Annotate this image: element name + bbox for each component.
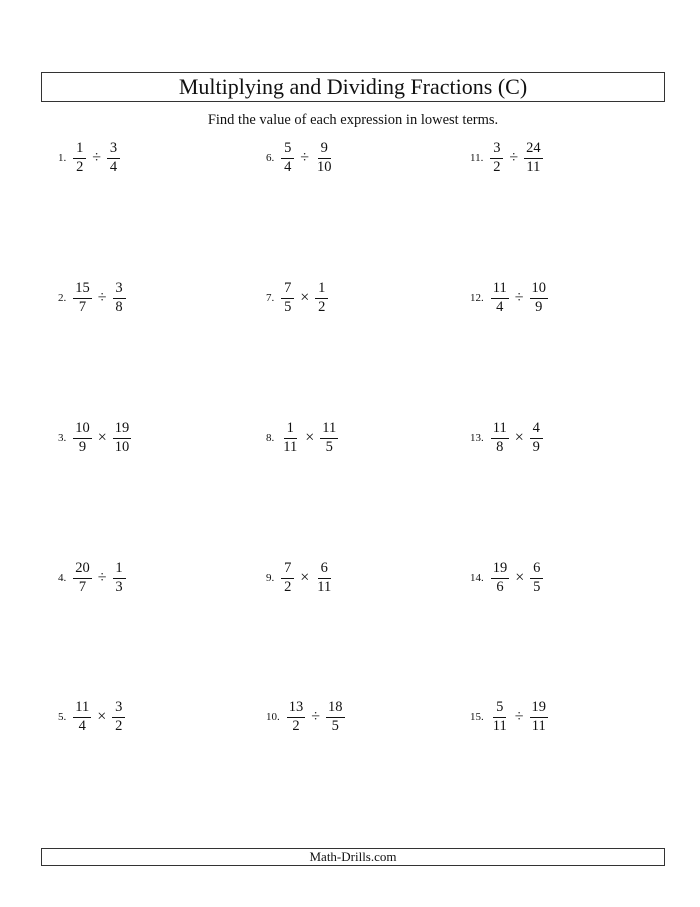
worksheet-title: Multiplying and Dividing Fractions (C) bbox=[178, 74, 528, 99]
numerator: 18 bbox=[326, 700, 345, 717]
operator: × bbox=[97, 429, 107, 446]
denominator: 4 bbox=[78, 717, 86, 734]
operator: ÷ bbox=[300, 149, 310, 166]
numerator: 19 bbox=[113, 421, 132, 438]
first-fraction bbox=[490, 281, 510, 314]
denominator: 3 bbox=[115, 578, 123, 595]
numerator: 10 bbox=[530, 281, 549, 298]
first-fraction bbox=[280, 281, 295, 314]
worksheet-footer-box bbox=[41, 848, 665, 866]
denominator: 2 bbox=[493, 158, 501, 175]
denominator: 2 bbox=[284, 578, 292, 595]
numerator: 7 bbox=[281, 561, 294, 578]
denominator: 11 bbox=[283, 438, 298, 455]
problem-number: 14. bbox=[470, 572, 484, 584]
denominator: 11 bbox=[317, 578, 332, 595]
numerator: 19 bbox=[530, 700, 549, 717]
second-fraction bbox=[111, 700, 126, 733]
second-fraction bbox=[314, 141, 335, 174]
first-fraction bbox=[280, 421, 300, 454]
problem-number: 11. bbox=[470, 152, 484, 164]
operator: ÷ bbox=[92, 149, 102, 166]
problem-number: 9. bbox=[266, 572, 275, 584]
problem-11 bbox=[470, 141, 544, 175]
operator: × bbox=[97, 708, 107, 725]
operator: ÷ bbox=[311, 708, 321, 725]
numerator: 1 bbox=[284, 421, 297, 438]
problem-number: 15. bbox=[470, 711, 484, 723]
operator: × bbox=[300, 289, 310, 306]
problem-number: 1. bbox=[58, 152, 67, 164]
operator: ÷ bbox=[509, 149, 519, 166]
denominator: 10 bbox=[317, 158, 332, 175]
operator: × bbox=[300, 569, 310, 586]
second-fraction bbox=[529, 700, 550, 733]
denominator: 11 bbox=[492, 717, 507, 734]
problem-14 bbox=[470, 561, 544, 595]
numerator: 3 bbox=[490, 141, 503, 158]
first-fraction bbox=[490, 421, 510, 454]
operator: ÷ bbox=[514, 708, 524, 725]
second-fraction bbox=[112, 561, 127, 594]
operator: ÷ bbox=[97, 289, 107, 306]
first-fraction bbox=[280, 561, 295, 594]
numerator: 11 bbox=[491, 281, 509, 298]
denominator: 9 bbox=[532, 438, 540, 455]
operator: × bbox=[515, 569, 525, 586]
first-fraction bbox=[72, 281, 93, 314]
numerator: 1 bbox=[73, 141, 86, 158]
problem-number: 8. bbox=[266, 432, 275, 444]
denominator: 5 bbox=[284, 298, 292, 315]
problem-number: 12. bbox=[470, 292, 484, 304]
second-fraction bbox=[106, 141, 121, 174]
operator: ÷ bbox=[514, 289, 524, 306]
problem-15 bbox=[470, 700, 549, 734]
problem-number: 3. bbox=[58, 432, 67, 444]
denominator: 5 bbox=[331, 717, 339, 734]
numerator: 11 bbox=[320, 421, 338, 438]
numerator: 15 bbox=[73, 281, 92, 298]
first-fraction bbox=[490, 700, 510, 733]
denominator: 7 bbox=[78, 578, 87, 595]
first-fraction bbox=[72, 141, 87, 174]
numerator: 6 bbox=[530, 561, 543, 578]
second-fraction bbox=[112, 281, 127, 314]
problem-12 bbox=[470, 281, 549, 315]
first-fraction bbox=[72, 700, 92, 733]
denominator: 7 bbox=[78, 298, 87, 315]
problem-2 bbox=[58, 281, 127, 315]
denominator: 2 bbox=[318, 298, 326, 315]
first-fraction bbox=[286, 700, 307, 733]
second-fraction bbox=[314, 561, 334, 594]
numerator: 7 bbox=[281, 281, 294, 298]
numerator: 1 bbox=[315, 281, 328, 298]
denominator: 9 bbox=[535, 298, 543, 315]
numerator: 24 bbox=[524, 141, 543, 158]
denominator: 4 bbox=[284, 158, 292, 175]
problem-number: 13. bbox=[470, 432, 484, 444]
numerator: 5 bbox=[281, 141, 294, 158]
problem-8 bbox=[266, 421, 339, 455]
problem-1 bbox=[58, 141, 121, 175]
denominator: 11 bbox=[526, 158, 541, 175]
numerator: 9 bbox=[318, 141, 331, 158]
problem-number: 4. bbox=[58, 572, 67, 584]
problem-number: 10. bbox=[266, 711, 280, 723]
denominator: 9 bbox=[78, 438, 87, 455]
second-fraction bbox=[319, 421, 339, 454]
operator: × bbox=[305, 429, 315, 446]
worksheet-title-box bbox=[41, 72, 665, 102]
numerator: 3 bbox=[113, 281, 126, 298]
problem-9 bbox=[266, 561, 334, 595]
numerator: 20 bbox=[73, 561, 92, 578]
second-fraction bbox=[529, 281, 550, 314]
denominator: 8 bbox=[496, 438, 504, 455]
denominator: 6 bbox=[496, 578, 504, 595]
problem-number: 6. bbox=[266, 152, 275, 164]
numerator: 1 bbox=[113, 561, 126, 578]
problem-13 bbox=[470, 421, 544, 455]
problem-number: 2. bbox=[58, 292, 67, 304]
numerator: 11 bbox=[73, 700, 91, 717]
problem-4 bbox=[58, 561, 127, 595]
denominator: 8 bbox=[115, 298, 123, 315]
denominator: 2 bbox=[76, 158, 84, 175]
denominator: 5 bbox=[533, 578, 541, 595]
numerator: 3 bbox=[107, 141, 120, 158]
second-fraction bbox=[523, 141, 544, 174]
second-fraction bbox=[529, 561, 544, 594]
problem-3 bbox=[58, 421, 132, 455]
numerator: 10 bbox=[73, 421, 92, 438]
denominator: 4 bbox=[496, 298, 504, 315]
second-fraction bbox=[529, 421, 544, 454]
problem-10 bbox=[266, 700, 346, 734]
problem-number: 7. bbox=[266, 292, 275, 304]
second-fraction bbox=[325, 700, 346, 733]
second-fraction bbox=[112, 421, 133, 454]
numerator: 5 bbox=[493, 700, 506, 717]
problem-5 bbox=[58, 700, 126, 734]
worksheet-instructions: Find the value of each expression in lowest terms. bbox=[207, 112, 499, 128]
numerator: 4 bbox=[530, 421, 543, 438]
numerator: 6 bbox=[318, 561, 331, 578]
second-fraction bbox=[314, 281, 329, 314]
problem-7 bbox=[266, 281, 329, 315]
first-fraction bbox=[489, 141, 504, 174]
denominator: 10 bbox=[114, 438, 130, 455]
denominator: 2 bbox=[115, 717, 123, 734]
problem-6 bbox=[266, 141, 335, 175]
numerator: 11 bbox=[491, 421, 509, 438]
first-fraction bbox=[72, 421, 93, 454]
worksheet-footer: Math-Drills.com bbox=[309, 849, 397, 864]
numerator: 13 bbox=[287, 700, 306, 717]
denominator: 4 bbox=[109, 158, 118, 175]
denominator: 5 bbox=[325, 438, 333, 455]
denominator: 11 bbox=[531, 717, 546, 734]
first-fraction bbox=[72, 561, 93, 594]
operator: × bbox=[514, 429, 524, 446]
first-fraction bbox=[280, 141, 295, 174]
denominator: 2 bbox=[292, 717, 300, 734]
operator: ÷ bbox=[97, 569, 107, 586]
first-fraction bbox=[490, 561, 511, 594]
problem-number: 5. bbox=[58, 711, 67, 723]
numerator: 19 bbox=[491, 561, 510, 578]
numerator: 3 bbox=[112, 700, 125, 717]
